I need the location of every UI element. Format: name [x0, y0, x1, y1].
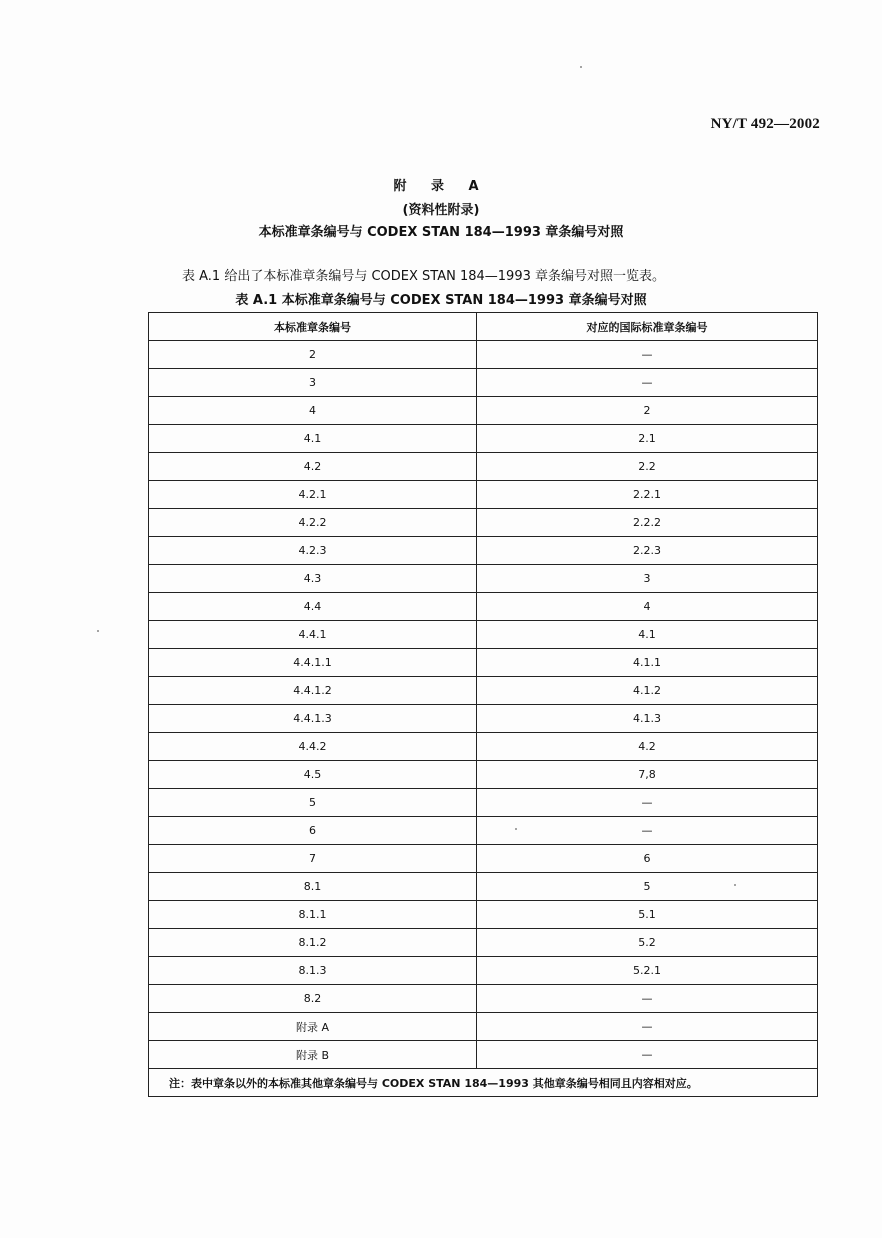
international-clause-cell: — — [477, 341, 818, 369]
table-row — [149, 593, 818, 621]
this-standard-clause-cell: 4.3 — [149, 565, 477, 593]
this-standard-clause-cell: 4 — [149, 397, 477, 425]
header-international-standard: 对应的国际标准章条编号 — [477, 313, 818, 341]
international-clause-cell: 5.2 — [477, 929, 818, 957]
this-standard-clause-cell: 8.1.1 — [149, 901, 477, 929]
table-row — [149, 845, 818, 873]
this-standard-clause-cell: 5 — [149, 789, 477, 817]
this-standard-clause-cell: 8.2 — [149, 985, 477, 1013]
international-clause-cell: 5.1 — [477, 901, 818, 929]
international-clause-cell: — — [477, 985, 818, 1013]
international-clause-cell: 4 — [477, 593, 818, 621]
table-row — [149, 761, 818, 789]
annex-heading: 本标准章条编号与 CODEX STAN 184—1993 章条编号对照 — [258, 225, 624, 240]
table-row — [149, 509, 818, 537]
table-row — [149, 341, 818, 369]
this-standard-clause-cell: 4.4.1.3 — [149, 705, 477, 733]
this-standard-clause-cell: 4.2.2 — [149, 509, 477, 537]
this-standard-clause-cell: 4.2 — [149, 453, 477, 481]
scan-speck — [734, 884, 736, 886]
this-standard-clause-cell: 3 — [149, 369, 477, 397]
international-clause-cell: 2.1 — [477, 425, 818, 453]
international-clause-cell: — — [477, 789, 818, 817]
international-clause-cell: 6 — [477, 845, 818, 873]
this-standard-clause-cell: 4.1 — [149, 425, 477, 453]
table-row — [149, 733, 818, 761]
table-row — [149, 985, 818, 1013]
table-row — [149, 1041, 818, 1069]
table-header-row — [149, 313, 818, 341]
this-standard-clause-cell: 4.4.1.1 — [149, 649, 477, 677]
table-row — [149, 1013, 818, 1041]
international-clause-cell: 5.2.1 — [477, 957, 818, 985]
table-caption: 表 A.1 本标准章条编号与 CODEX STAN 184—1993 章条编号对照 — [235, 293, 647, 308]
table-row — [149, 817, 818, 845]
this-standard-clause-cell: 4.4.1.2 — [149, 677, 477, 705]
international-clause-cell: — — [477, 817, 818, 845]
international-clause-cell: 4.2 — [477, 733, 818, 761]
this-standard-clause-cell: 附录 A — [149, 1013, 477, 1041]
table-row — [149, 789, 818, 817]
international-clause-cell: 4.1.2 — [477, 677, 818, 705]
intro-paragraph: 表 A.1 给出了本标准章条编号与 CODEX STAN 184—1993 章条编号对照一览表。 — [182, 269, 665, 284]
table-row — [149, 929, 818, 957]
international-clause-cell: — — [477, 369, 818, 397]
international-clause-cell: 7,8 — [477, 761, 818, 789]
table-row — [149, 957, 818, 985]
table-note-row — [149, 1069, 818, 1097]
header-this-standard: 本标准章条编号 — [149, 313, 477, 341]
this-standard-clause-cell: 8.1.2 — [149, 929, 477, 957]
this-standard-clause-cell: 6 — [149, 817, 477, 845]
table-row — [149, 901, 818, 929]
this-standard-clause-cell: 4.4.2 — [149, 733, 477, 761]
international-clause-cell: 4.1.1 — [477, 649, 818, 677]
clause-mapping-table — [148, 312, 818, 1097]
international-clause-cell: 2.2.2 — [477, 509, 818, 537]
international-clause-cell: 2.2.1 — [477, 481, 818, 509]
international-clause-cell: 5 — [477, 873, 818, 901]
international-clause-cell: — — [477, 1041, 818, 1069]
table-row — [149, 873, 818, 901]
table-row — [149, 397, 818, 425]
this-standard-clause-cell: 4.2.1 — [149, 481, 477, 509]
international-clause-cell: 2 — [477, 397, 818, 425]
this-standard-clause-cell: 4.4.1 — [149, 621, 477, 649]
this-standard-clause-cell: 7 — [149, 845, 477, 873]
annex-subtitle: (资料性附录) — [402, 203, 480, 218]
standard-code: NY/T 492—2002 — [710, 116, 820, 132]
table-row — [149, 425, 818, 453]
international-clause-cell: 4.1.3 — [477, 705, 818, 733]
table-row — [149, 453, 818, 481]
this-standard-clause-cell: 附录 B — [149, 1041, 477, 1069]
annex-title: 附 录 A — [393, 179, 489, 194]
scan-speck — [515, 828, 517, 830]
this-standard-clause-cell: 8.1 — [149, 873, 477, 901]
table-row — [149, 621, 818, 649]
this-standard-clause-cell: 4.4 — [149, 593, 477, 621]
international-clause-cell: — — [477, 1013, 818, 1041]
table-row — [149, 369, 818, 397]
international-clause-cell: 4.1 — [477, 621, 818, 649]
international-clause-cell: 3 — [477, 565, 818, 593]
this-standard-clause-cell: 4.2.3 — [149, 537, 477, 565]
table-row — [149, 565, 818, 593]
scan-speck — [97, 630, 99, 632]
international-clause-cell: 2.2.3 — [477, 537, 818, 565]
table-row — [149, 649, 818, 677]
table-row — [149, 537, 818, 565]
this-standard-clause-cell: 4.5 — [149, 761, 477, 789]
table-row — [149, 481, 818, 509]
international-clause-cell: 2.2 — [477, 453, 818, 481]
scan-speck — [580, 66, 582, 68]
table-row — [149, 705, 818, 733]
this-standard-clause-cell: 8.1.3 — [149, 957, 477, 985]
table-note: 注：表中章条以外的本标准其他章条编号与 CODEX STAN 184—1993 其他章条编号相同且内容相对应。 — [149, 1069, 818, 1097]
this-standard-clause-cell: 2 — [149, 341, 477, 369]
table-row — [149, 677, 818, 705]
